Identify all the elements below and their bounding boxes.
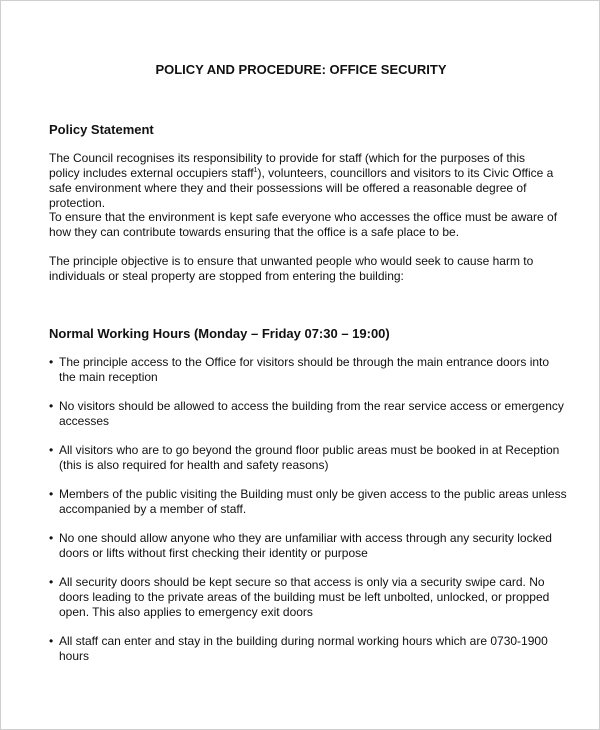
policy-paragraph-3: The principle objective is to ensure that unwanted people who would seek to cause harm to individuals or steal property are stopped from entering the building: — [49, 254, 534, 283]
list-item-text: Members of the public visiting the Building must only be given access to the public areas unless accompanied by a member of staff. — [59, 487, 567, 516]
list-item — [49, 355, 569, 385]
bullet-icon: • — [49, 443, 54, 457]
bullet-icon: • — [49, 531, 54, 545]
policy-statement-heading: Policy Statement — [49, 122, 154, 137]
document-title: POLICY AND PROCEDURE: OFFICE SECURITY — [155, 62, 447, 77]
working-hours-heading: Normal Working Hours (Monday – Friday 07:30 – 19:00) — [49, 326, 390, 341]
bullet-icon: • — [49, 487, 54, 501]
footnote-marker[interactable]: 1 — [253, 167, 258, 174]
list-item — [49, 634, 569, 664]
list-item-text: All security doors should be kept secure so that access is only via a security swipe card. No doors leading to the private areas of the building must be left unbolted, unlocked, or propped open. This also applies to emergency exit doors — [59, 575, 550, 619]
list-item — [49, 531, 569, 561]
list-item-text: No visitors should be allowed to access the building from the rear service access or emergency accesses — [59, 399, 564, 428]
list-item — [49, 443, 569, 473]
policy-paragraph-1-part-b: ), volunteers, councillors and visitors to its Civic Office a safe environment where they and their possessions will be offered a reasonable degree of protection. — [49, 166, 554, 210]
policy-paragraph-1 — [49, 151, 559, 211]
working-hours-list — [49, 355, 569, 678]
bullet-icon: • — [49, 355, 54, 369]
policy-paragraph-1-part-a: The Council recognises its responsibility to provide for staff (which for the purposes of this policy includes external occupiers staff — [49, 151, 526, 180]
list-item — [49, 575, 569, 620]
list-item-text: The principle access to the Office for visitors should be through the main entrance doors into the main reception — [59, 355, 550, 384]
bullet-icon: • — [49, 634, 54, 648]
list-item-text: All staff can enter and stay in the building during normal working hours which are 0730-1900 hours — [59, 634, 548, 663]
bullet-icon: • — [49, 575, 54, 589]
policy-paragraph-2: To ensure that the environment is kept safe everyone who accesses the office must be aware of how they can contribute towards ensuring that the office is a safe place to be. — [49, 210, 558, 239]
bullet-icon: • — [49, 399, 54, 413]
list-item-text: No one should allow anyone who they are unfamiliar with access through any security locked doors or lifts without first checking their identity or purpose — [59, 531, 552, 560]
list-item — [49, 399, 569, 429]
list-item — [49, 487, 569, 517]
list-item-text: All visitors who are to go beyond the ground floor public areas must be booked in at Reception (this is also required for health and safety reasons) — [59, 443, 560, 472]
